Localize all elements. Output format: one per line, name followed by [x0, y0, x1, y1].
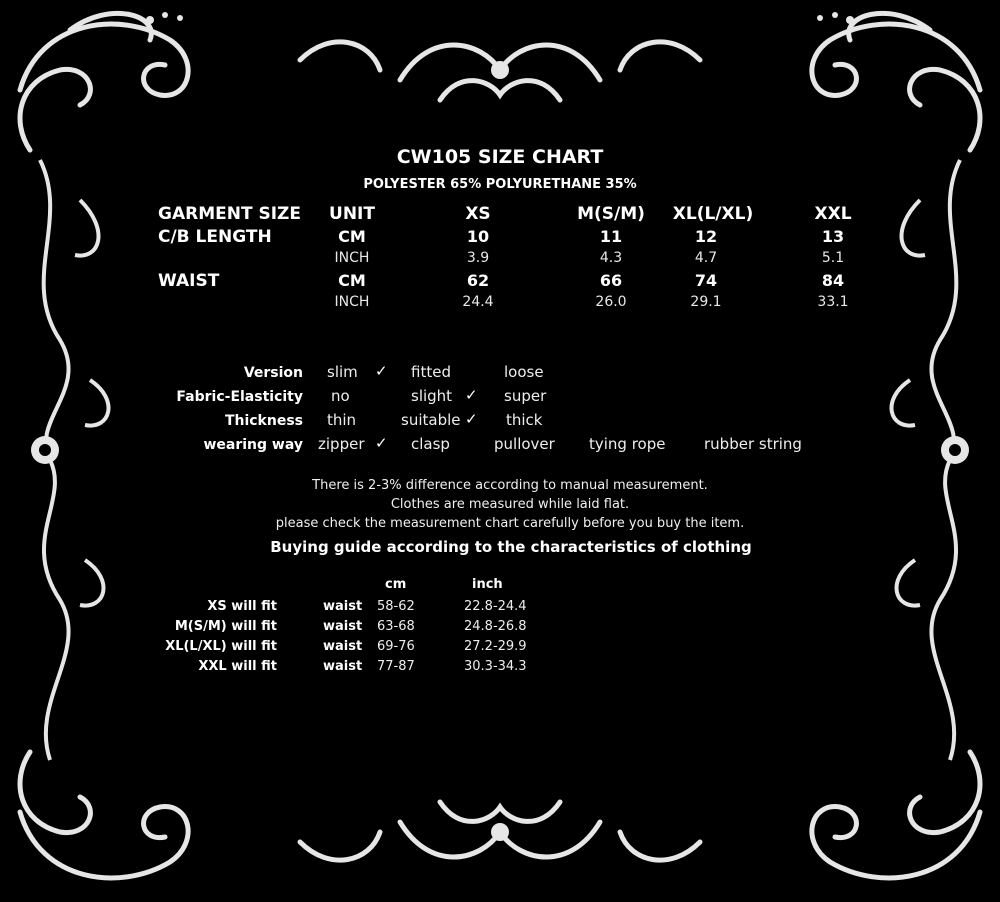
wearing-option-tying-rope: tying rope [589, 435, 666, 453]
guide-part-xxl: waist [323, 659, 363, 674]
guide-inch-m: 24.8-26.8 [464, 619, 527, 634]
waist-cm-xl: 74 [694, 271, 718, 290]
size-header-m: M(S/M) [577, 204, 645, 224]
guide-cm-xs: 58-62 [377, 599, 415, 614]
guide-inch-xl: 27.2-29.9 [464, 639, 527, 654]
row-label-waist: WAIST [158, 271, 220, 291]
cb-length-inch-xs: 3.9 [466, 250, 490, 266]
version-slim-check-icon: ✓ [375, 362, 388, 380]
unit-inch: INCH [334, 294, 370, 310]
guide-label-m: M(S/M) will fit [174, 619, 277, 634]
waist-inch-xl: 29.1 [690, 294, 722, 310]
guide-part-xs: waist [323, 599, 363, 614]
waist-cm-m: 66 [599, 271, 623, 290]
note-check-chart: please check the measurement chart carefully before you buy the item. [275, 516, 745, 531]
wearing-option-zipper: zipper [318, 435, 365, 453]
wearing-option-rubber-string: rubber string [704, 435, 802, 453]
guide-label-xl: XL(L/XL) will fit [165, 639, 277, 654]
guide-cm-xxl: 77-87 [377, 659, 415, 674]
thickness-option-thick: thick [506, 411, 543, 429]
buying-guide-title: Buying guide according to the characteristics of clothing [270, 538, 752, 556]
wearing-option-pullover: pullover [494, 435, 555, 453]
material-composition: POLYESTER 65% POLYURETHANE 35% [363, 177, 637, 192]
unit-cm: CM [338, 271, 366, 290]
unit-header: UNIT [329, 204, 375, 224]
cb-length-cm-xl: 12 [694, 227, 718, 246]
waist-cm-xxl: 84 [821, 271, 845, 290]
unit-inch: INCH [334, 250, 370, 266]
thickness-option-thin: thin [327, 411, 357, 429]
row-label-cb-length: C/B LENGTH [158, 227, 272, 247]
note-laid-flat: Clothes are measured while laid flat. [390, 497, 630, 512]
size-header-xxl: XXL [814, 204, 852, 224]
attr-label-wearing-way: wearing way [203, 437, 303, 453]
elasticity-option-super: super [504, 387, 547, 405]
guide-inch-xs: 22.8-24.4 [464, 599, 527, 614]
guide-label-xs: XS will fit [207, 599, 277, 614]
chart-title: CW105 SIZE CHART [396, 146, 604, 168]
guide-part-m: waist [323, 619, 363, 634]
wearing-zipper-check-icon: ✓ [375, 434, 388, 452]
size-header-xs: XS [465, 204, 491, 224]
size-header-xl: XL(L/XL) [672, 204, 754, 224]
waist-cm-xs: 62 [466, 271, 490, 290]
guide-cm-m: 63-68 [377, 619, 415, 634]
waist-inch-xs: 24.4 [462, 294, 494, 310]
version-option-slim: slim [327, 363, 358, 381]
thickness-option-suitable: suitable [401, 411, 461, 429]
guide-col-cm: cm [385, 577, 407, 592]
waist-inch-xxl: 33.1 [817, 294, 849, 310]
version-option-fitted: fitted [411, 363, 451, 381]
elasticity-option-no: no [331, 387, 350, 405]
waist-inch-m: 26.0 [595, 294, 627, 310]
unit-cm: CM [338, 227, 366, 246]
thickness-suitable-check-icon: ✓ [465, 410, 478, 428]
elasticity-option-slight: slight [411, 387, 453, 405]
attr-label-fabric-elasticity: Fabric-Elasticity [176, 389, 303, 405]
cb-length-cm-xs: 10 [466, 227, 490, 246]
guide-inch-xxl: 30.3-34.3 [464, 659, 527, 674]
note-measurement-difference: There is 2-3% difference according to manual measurement. [312, 478, 708, 493]
guide-part-xl: waist [323, 639, 363, 654]
cb-length-inch-xxl: 5.1 [821, 250, 845, 266]
cb-length-inch-m: 4.3 [599, 250, 623, 266]
guide-label-xxl: XXL will fit [198, 659, 277, 674]
garment-size-header: GARMENT SIZE [158, 204, 301, 224]
version-option-loose: loose [504, 363, 544, 381]
attr-label-version: Version [243, 365, 303, 381]
guide-cm-xl: 69-76 [377, 639, 415, 654]
wearing-option-clasp: clasp [411, 435, 450, 453]
guide-col-inch: inch [472, 577, 503, 592]
cb-length-inch-xl: 4.7 [694, 250, 718, 266]
cb-length-cm-m: 11 [599, 227, 623, 246]
elasticity-slight-check-icon: ✓ [465, 386, 478, 404]
cb-length-cm-xxl: 13 [821, 227, 845, 246]
attr-label-thickness: Thickness [224, 413, 303, 429]
